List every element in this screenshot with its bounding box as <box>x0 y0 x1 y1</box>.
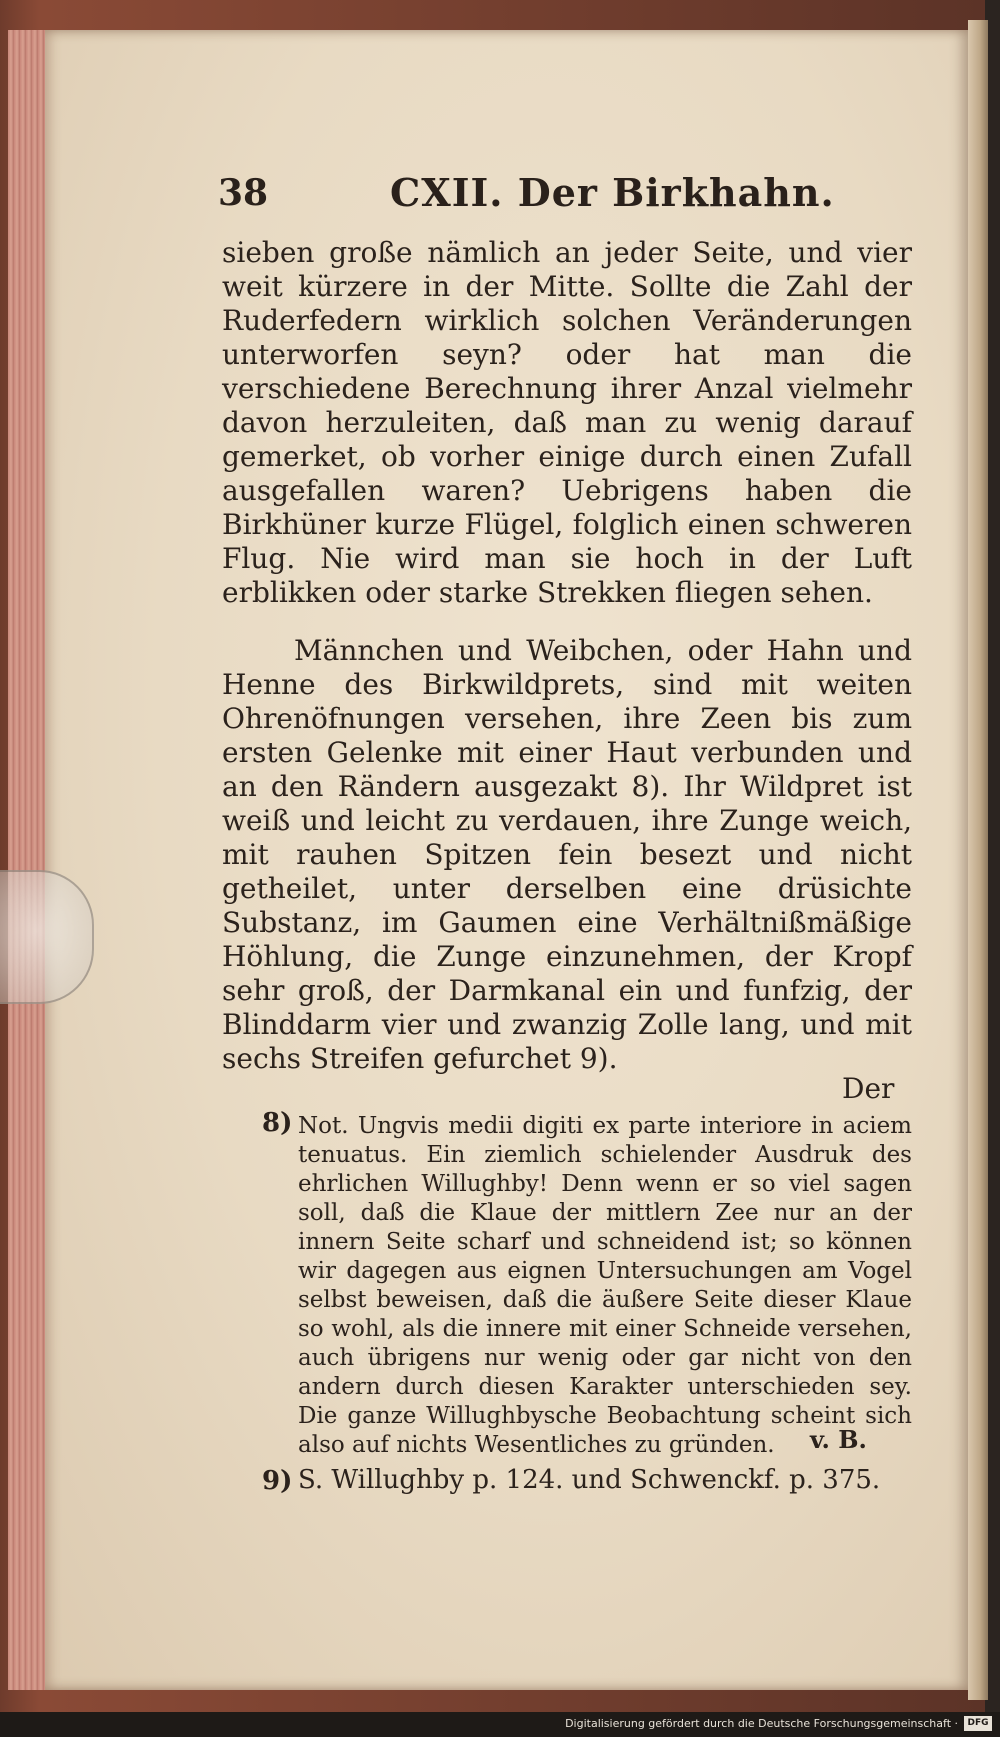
footnote-8-signature: v. B. <box>810 1425 867 1454</box>
footnote-9-mark: 9) <box>262 1466 293 1496</box>
body-paragraph-1: sieben große nämlich an jeder Seite, und vier weit kürzere in der Mitte. Sollte die Zahl der Ruderfedern wirklich solchen Veränderungen unterworfen seyn? oder hat man die verschiedene Berechnung ihrer Anzal vielmehr davon herzuleiten, daß man zu wenig darauf gemerket, ob vorher einige durch einen Zufall ausgefallen waren? Uebrigens haben die Birkhüner kurze Flügel, folglich einen schweren Flug. Nie wird man sie hoch in der Luft erblikken oder starke Strekken fliegen sehen. <box>222 236 912 609</box>
page-gutter-edge <box>968 20 988 1700</box>
body-paragraph-2 <box>222 634 912 1076</box>
footnote-9-text: S. Willughby p. 124. und Schwenckf. p. 375. <box>298 1465 881 1495</box>
running-head: CXII. Der Birkhahn. <box>390 170 835 215</box>
footnote-8-text: Not. Ungvis medii digiti ex parte interiore in aciem tenuatus. Ein ziemlich schielender Ausdruk des ehrlichen Willughby! Denn wenn er so viel sagen soll, daß die Klaue der mittlern Zee nur an der innern Seite scharf und schneidend ist; so können wir dagegen aus eignen Untersuchungen am Vogel selbst beweisen, daß die äußere Seite dieser Klaue so wohl, als die innere mit einer Schneide versehen, auch übrigens nur wenig oder gar nicht von den andern durch diesen Karakter unterschieden sey. Die ganze Willughbysche Beobachtung scheint sich also auf nichts Wesentliches zu gründen. <box>298 1113 912 1458</box>
digitization-credit: Digitalisierung gefördert durch die Deutsche Forschungsgemeinschaft · <box>565 1717 958 1730</box>
dfg-logo: DFG <box>964 1716 992 1731</box>
body-paragraph-2-text: Männchen und Weibchen, oder Hahn und Henne des Birkwildprets, sind mit weiten Ohrenöfnungen versehen, ihre Zeen bis zum ersten Gelenke mit einer Haut verbunden und an den Rändern ausgezakt 8). Ihr Wildpret ist weiß und leicht zu verdauen, ihre Zunge weich, mit rauhen Spitzen fein besezt und nicht getheilet, unter derselben eine drüsichte Substanz, im Gaumen eine Verhältnißmäßige Höhlung, die Zunge einzunehmen, der Kropf sehr groß, der Darmkanal ein und funfzig, der Blinddarm vier und zwanzig Zolle lang, und mit sechs Streifen gefurchet 9). <box>222 634 912 1075</box>
page-number: 38 <box>218 172 269 214</box>
thumb-holding-page <box>0 870 94 1004</box>
catchword: Der <box>842 1072 895 1105</box>
footnote-8-mark: 8) <box>262 1108 293 1138</box>
